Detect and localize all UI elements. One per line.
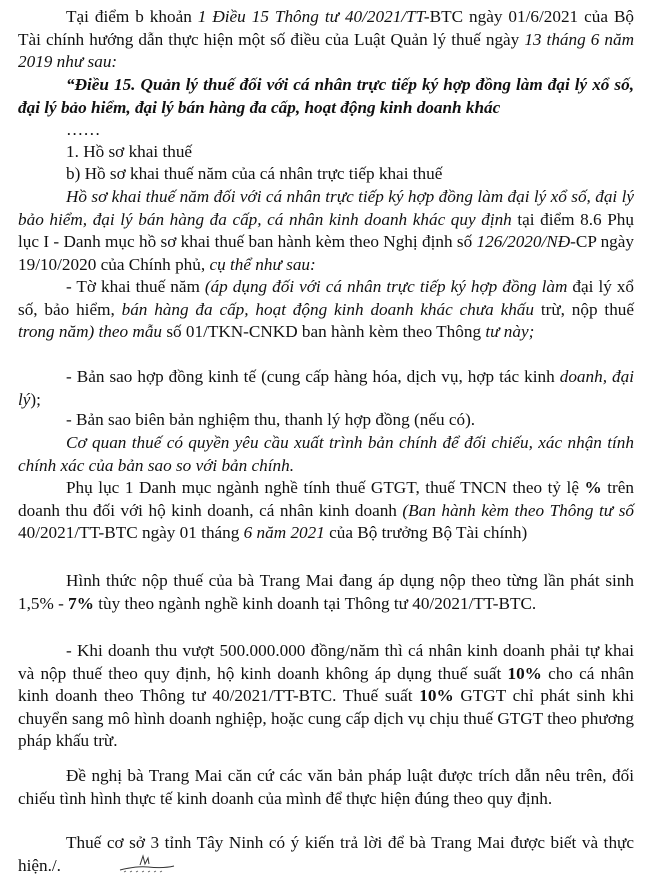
bansao-hd-text-b: doanh, đại lý [18,367,634,409]
hinhthuc-text-a: Hình thức nộp thuế của bà Trang Mai đang áp dụng nộp theo từng lần phát sinh 1,5% - [18,571,634,613]
phuluc-text-f: 6 năm 2021 [243,523,325,543]
bansao-bienban-paragraph: - Bản sao biên bản nghiệm thu, thanh lý hợp đồng (nếu có). [66,410,476,429]
phuluc-text-b: % [584,478,602,497]
tokhai-paragraph [18,276,634,344]
hoso-text-e: cụ thể như sau: [209,254,316,274]
tokhai-text-b: (áp dụng đối với cá nhân trực tiếp ký hợp đồng làm [204,277,568,296]
kdt-text-d: 10% [419,686,454,706]
bansao-hopdong-paragraph [18,366,634,411]
ketluan-paragraph: Thuế cơ sở 3 tỉnh Tây Ninh có ý kiến trả lời để bà Trang Mai được biết và thực hiện./. [18,833,634,875]
intro-text-b: 1 Điều 15 Thông tư 40/2021/TT- [197,7,430,26]
ellipsis: …… [66,120,101,139]
hoso-text-a: Hồ sơ khai thuế năm đối với cá nhân trực tiếp ký hợp đồng làm đại lý xổ số, đại lý bảo hiểm, đại lý bán hàng đa cấp, cá nhân kinh doanh khác quy định [18,187,634,229]
hinhthuc-paragraph [18,570,634,615]
phuluc-paragraph [18,477,634,545]
phuluc-text-a: Phụ lục 1 Danh mục ngành nghề tính thuế GTGT, thuế TNCN theo tỷ lệ [66,478,585,497]
hoso-text-b: tại điểm 8.6 Phụ lục I - Danh mục hồ sơ khai thuế ban hành kèm theo Nghị định số [18,209,634,252]
hoso-text-d: CP ngày 19/10/2020 của Chính phủ, [18,232,634,274]
intro-text-c: BTC ngày 01/6/2021 của Bộ Tài chính hướng dẫn thực hiện một số điều của Luật Quản lý thuế ngày [18,7,635,49]
kdt-text-c: cho cá nhân kinh doanh theo Thông tư 40/2021/TT-BTC. Thuế suất [18,663,634,706]
denghi-paragraph: Đề nghị bà Trang Mai căn cứ các văn bản pháp luật được trích dẫn nêu trên, đối chiếu tình hình thực tế kinh doanh của mình để thực hiện đúng theo quy định. [18,766,634,808]
hinhthuc-text-c: tùy theo ngành nghề kinh doanh tại Thông tư 40/2021/TT-BTC. [93,593,537,613]
kdt-text-b: 10% [507,663,542,683]
coquan-paragraph: Cơ quan thuế có quyền yêu cầu xuất trình bản chính để đối chiếu, xác nhận tính chính xác của bản sao so với bản chính. [18,433,634,475]
tokhai-text-e: trừ, nộp thuế [534,299,635,319]
hinhthuc-text-b: 7% [68,593,94,613]
kdt-text-a: - Khi doanh thu vượt 500.000.000 đồng/năm thì cá nhân kinh doanh phải tự khai và nộp thuế theo quy định, hộ kinh doanh không áp dụng thuế suất [18,641,634,683]
phuluc-text-g: của Bộ trưởng Bộ Tài chính) [324,523,528,543]
bansao-hd-text-a: - Bản sao hợp đồng kinh tế (cung cấp hàng hóa, dịch vụ, hợp tác kinh [66,367,560,386]
tokhai-text-g: số 01/TKN-CNKD ban hành kèm theo Thông [162,322,486,342]
tokhai-text-f: trong năm) theo mẫu [18,322,163,342]
bansao-hd-text-c: ); [30,389,41,409]
hoso-paragraph [18,186,634,276]
intro-paragraph [18,6,634,74]
kdt-text-e: GTGT chỉ phát sinh khi chuyển sang mô hình doanh nghiệp, hoặc cung cấp dịch vụ chịu thuế GTGT theo phương pháp khấu trừ. [18,686,634,751]
tokhai-text-h: tư này; [485,322,535,342]
intro-text-d: 13 tháng 6 năm 2019 như sau: [18,29,634,72]
item-b-heading: b) Hồ sơ khai thuế năm của cá nhân trực tiếp khai thuế [66,164,443,183]
phuluc-text-e: 40/2021/TT-BTC ngày 01 tháng [18,523,244,543]
article-title: “Điều 15. Quản lý thuế đối với cá nhân trực tiếp ký hợp đồng làm đại lý xổ số, đại lý bảo hiểm, đại lý bán hàng đa cấp, hoạt động kinh doanh khác [18,75,634,117]
tokhai-text-a: - Tờ khai thuế năm [66,277,205,296]
signature-mark-icon [118,852,176,874]
phuluc-text-d: (Ban hành kèm theo Thông tư số [402,500,634,520]
tokhai-text-d: bán hàng đa cấp, hoạt động kinh doanh khác chưa khấu [121,299,534,319]
intro-text-a: Tại điểm b khoản [66,7,198,26]
hoso-text-c: 126/2020/NĐ- [476,232,576,252]
phuluc-text-c: trên doanh thu đối với hộ kinh doanh, cá nhân kinh doanh [18,478,634,520]
khi-doanh-thu-paragraph [18,640,634,753]
tokhai-text-c: đại lý xổ số, bảo hiểm, [18,277,635,319]
item-1-heading: 1. Hồ sơ khai thuế [66,142,193,161]
